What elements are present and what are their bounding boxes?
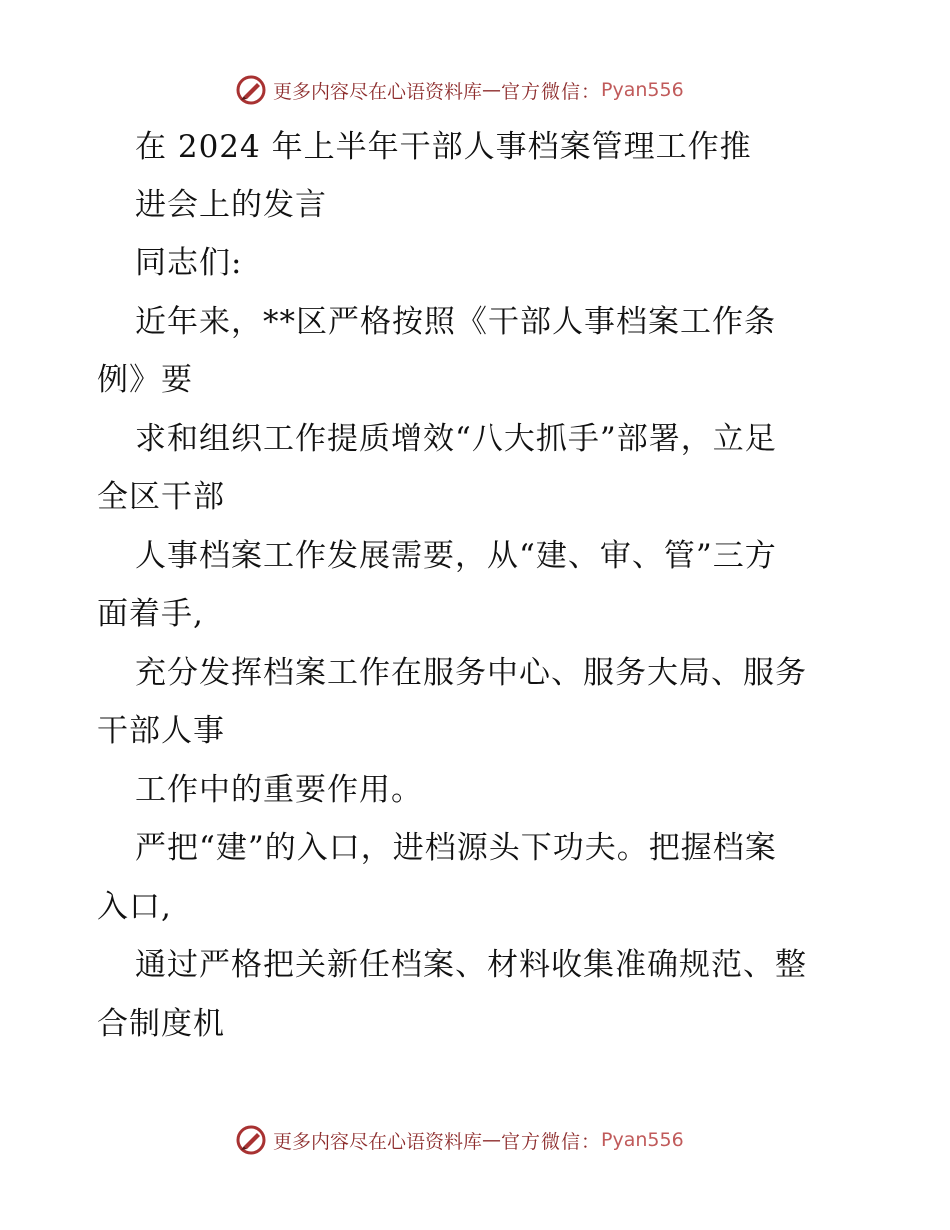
watermark-dash: — [482,79,502,101]
text-line: 面着手, [97,596,204,632]
text-line: 充分发挥档案工作在服务中心、服务大局、服务 [135,655,807,691]
text-line: 进会上的发言 [135,187,327,223]
text-line: 在 2024 年上半年干部人事档案管理工作推 [135,129,752,165]
text-line: 入口, [97,889,172,925]
watermark-header [235,72,684,108]
text-line: 求和组织工作提质增效“八大抓手”部署，立足 [135,421,777,457]
text-line: 人事档案工作发展需要，从“建、审、管”三方 [135,538,777,574]
watermark-dash: — [482,1129,502,1151]
pen-circle-logo-icon [235,74,267,106]
text-line: 通过严格把关新任档案、材料收集准确规范、整 [135,947,807,983]
watermark-middle-text: 官方微信： [501,1130,602,1153]
watermark-footer [235,1122,684,1158]
watermark-lead-text: 更多内容尽在心语资料库 [273,1130,483,1153]
text-line: 近年来，**区严格按照《干部人事档案工作条 [135,304,776,340]
text-line: 干部人事 [97,713,225,749]
pen-circle-logo-icon [235,1124,267,1156]
text-line: 全区干部 [97,479,225,515]
text-line: 合制度机 [97,1006,225,1042]
text-line: 工作中的重要作用。 [135,772,423,808]
watermark-account: Pyan556 [601,79,684,101]
text-line: 例》要 [97,362,193,398]
text-line: 严把“建”的入口，进档源头下功夫。把握档案 [135,830,777,866]
watermark-account: Pyan556 [601,1129,684,1151]
watermark-lead-text: 更多内容尽在心语资料库 [273,80,483,103]
text-line: 同志们: [135,245,243,281]
watermark-middle-text: 官方微信： [501,80,602,103]
